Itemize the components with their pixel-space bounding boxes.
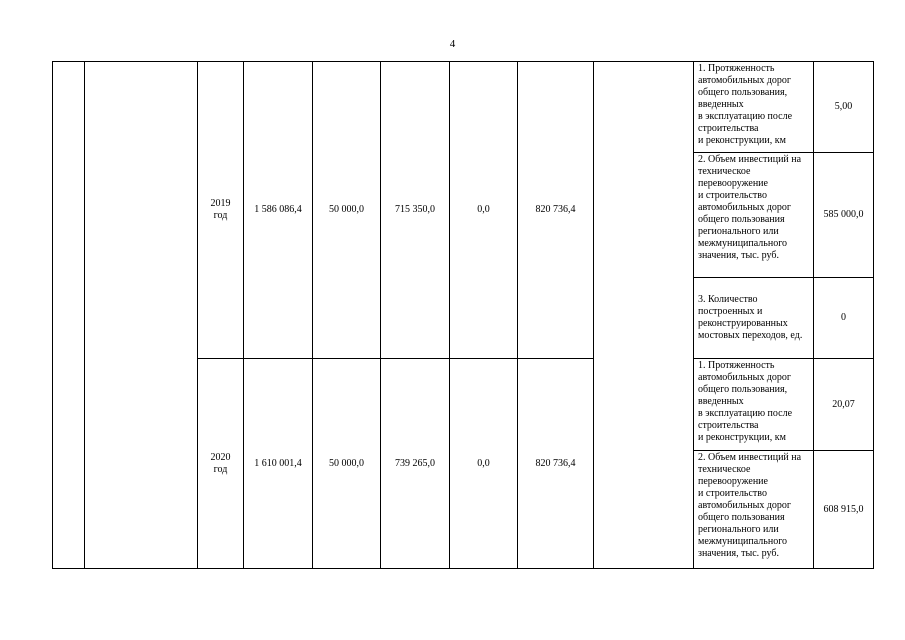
row-number-cell [53,62,85,569]
indicator-text: 2. Объем инвестиций на техническое перевооружение и строительство автомобильных дорог общего пользования регионального или межмуниципального значения, тыс. руб. [694,451,814,569]
year-suffix: год [213,463,228,475]
year-cell [198,62,244,359]
regional-cell: 715 350,0 [381,62,450,359]
year-value: 2019 [210,198,231,209]
indicator-value: 0 [814,278,874,359]
task-name-cell [85,62,198,569]
extra-budget-cell: 820 736,4 [518,359,594,569]
local-cell: 0,0 [450,359,518,569]
year-suffix: год [213,210,228,221]
year-value: 2020 [210,451,231,463]
indicator-text: 1. Протяженность автомобильных дорог общего пользования, введенных в эксплуатацию после строительства и реконструкции, км [694,62,814,153]
year-cell [198,359,244,569]
local-cell: 0,0 [450,62,518,359]
federal-cell: 50 000,0 [313,359,381,569]
program-table [52,61,874,569]
indicator-text: 2. Объем инвестиций на техническое перевооружение и строительство автомобильных дорог общего пользования регионального или межмуниципального значения, тыс. руб. [694,153,814,278]
extra-budget-cell: 820 736,4 [518,62,594,359]
indicator-text: 1. Протяженность автомобильных дорог общего пользования, введенных в эксплуатацию после строительства и реконструкции, км [694,359,814,451]
federal-cell: 50 000,0 [313,62,381,359]
total-cell: 1 610 001,4 [244,359,313,569]
executor-cell [594,62,694,569]
indicator-value: 608 915,0 [814,451,874,569]
page-number: 4 [449,38,456,50]
indicator-text: 3. Количество построенных и реконструированных мостовых переходов, ед. [694,278,814,359]
table-row [53,62,874,153]
regional-cell: 739 265,0 [381,359,450,569]
indicator-value: 5,00 [814,62,874,153]
indicator-value: 20,07 [814,359,874,451]
indicator-value: 585 000,0 [814,153,874,278]
total-cell: 1 586 086,4 [244,62,313,359]
